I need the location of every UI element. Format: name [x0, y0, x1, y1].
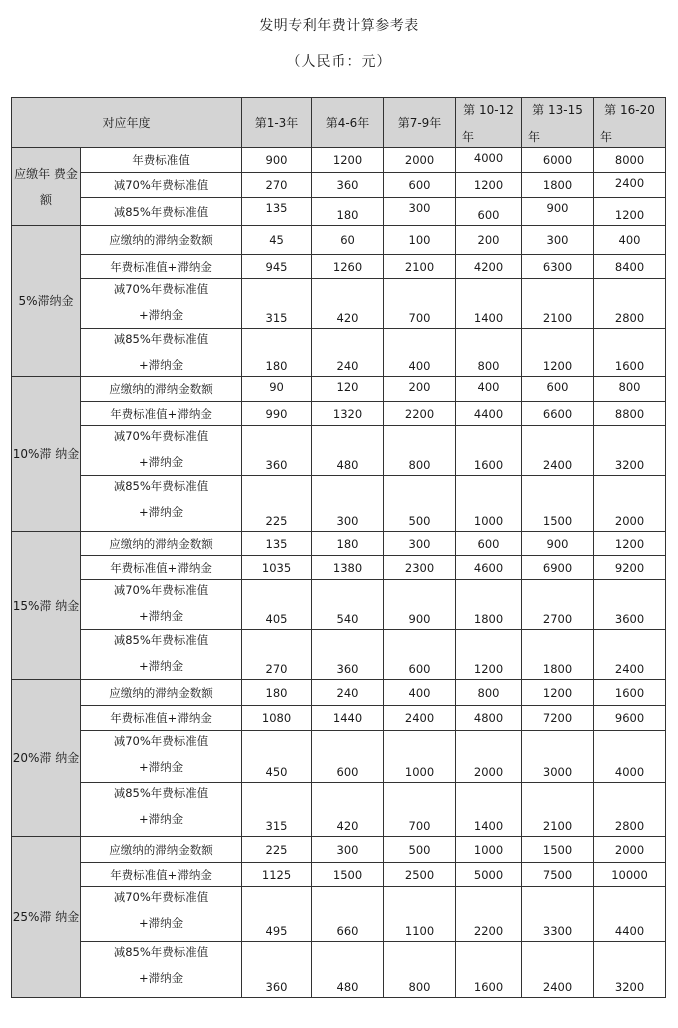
late-fee-15-row [12, 532, 666, 556]
value-cell: 300 [312, 476, 384, 532]
value-cell: 135 [242, 198, 312, 226]
late-fee-5-row [12, 329, 666, 377]
value-cell: 360 [242, 942, 312, 998]
value-cell: 1500 [312, 863, 384, 887]
value-cell: 3600 [594, 580, 666, 630]
value-cell: 240 [312, 329, 384, 377]
value-cell: 2400 [522, 426, 594, 476]
value-cell: 7200 [522, 706, 594, 731]
row-label-cell [81, 863, 242, 887]
late-fee-15-label: 15%滞 纳金 [12, 532, 81, 680]
value-cell: 270 [242, 173, 312, 198]
value-cell: 2400 [384, 706, 456, 731]
value-cell: 225 [242, 837, 312, 863]
row-label-cell [81, 942, 242, 998]
value-cell: 360 [312, 173, 384, 198]
late-fee-20-row [12, 706, 666, 731]
value-cell: 2700 [522, 580, 594, 630]
value-cell: 800 [384, 426, 456, 476]
value-cell: 400 [384, 329, 456, 377]
value-cell: 1320 [312, 402, 384, 426]
value-cell: 1400 [456, 279, 522, 329]
row-label-line1: 减85%年费标准值 [113, 786, 209, 800]
late-fee-10-row [12, 402, 666, 426]
row-label-cell [81, 580, 242, 630]
value-cell: 2300 [384, 556, 456, 580]
late-fee-15-row [12, 630, 666, 680]
value-cell: 405 [242, 580, 312, 630]
value-cell: 4000 [456, 148, 522, 173]
row-label-cell [81, 532, 242, 556]
row-label-line1: 减70%年费标准值 [113, 429, 209, 443]
value-cell: 3300 [522, 887, 594, 942]
late-fee-20-label: 20%滞 纳金 [12, 680, 81, 837]
value-cell: 2000 [456, 731, 522, 783]
late-fee-5-row [12, 279, 666, 329]
annual-fee-table [11, 97, 666, 998]
value-cell: 1200 [456, 630, 522, 680]
value-cell: 1200 [594, 532, 666, 556]
value-cell: 4000 [594, 731, 666, 783]
late-fee-25-label: 25%滞 纳金 [12, 837, 81, 998]
value-cell: 2800 [594, 279, 666, 329]
value-cell: 100 [384, 226, 456, 255]
row-label-cell [81, 476, 242, 532]
value-cell: 1100 [384, 887, 456, 942]
value-cell: 360 [312, 630, 384, 680]
row-label-line2: +滞纳金 [138, 659, 184, 673]
value-cell: 450 [242, 731, 312, 783]
table-header-row [12, 98, 666, 148]
header-period-cell [594, 98, 666, 148]
header-period-label: 第4-6年 [325, 116, 370, 130]
value-cell: 1200 [522, 329, 594, 377]
value-cell: 1200 [522, 680, 594, 706]
value-cell: 7500 [522, 863, 594, 887]
value-cell: 6000 [522, 148, 594, 173]
value-cell: 1200 [456, 173, 522, 198]
value-cell: 2400 [594, 173, 666, 198]
row-label-text: 应缴纳的滞纳金数额 [109, 685, 213, 700]
value-cell: 1200 [594, 198, 666, 226]
value-cell: 990 [242, 402, 312, 426]
late-fee-15-row [12, 580, 666, 630]
value-cell: 2800 [594, 783, 666, 837]
row-label-line2: +滞纳金 [138, 971, 184, 985]
value-cell: 1125 [242, 863, 312, 887]
row-label-cell [81, 680, 242, 706]
value-cell: 180 [312, 532, 384, 556]
row-label-text: 年费标准值+滞纳金 [110, 259, 212, 274]
value-cell: 1380 [312, 556, 384, 580]
row-label-line1: 减85%年费标准值 [113, 479, 209, 493]
header-period-line1: 第 13-15 [532, 103, 583, 117]
value-cell: 2200 [384, 402, 456, 426]
row-label-cell [81, 226, 242, 255]
value-cell: 9600 [594, 706, 666, 731]
row-label-line2: +滞纳金 [138, 308, 184, 322]
value-cell: 420 [312, 279, 384, 329]
row-label-cell [81, 887, 242, 942]
document-title: 发明专利年费计算参考表 [259, 18, 419, 34]
value-cell: 1500 [522, 837, 594, 863]
value-cell: 600 [522, 377, 594, 402]
value-cell: 4400 [456, 402, 522, 426]
value-cell: 495 [242, 887, 312, 942]
row-label-line1: 减85%年费标准值 [113, 633, 209, 647]
row-label-line2: +滞纳金 [138, 358, 184, 372]
value-cell: 400 [594, 226, 666, 255]
row-label-cell [81, 173, 242, 198]
value-cell: 700 [384, 279, 456, 329]
value-cell: 2100 [522, 279, 594, 329]
value-cell: 1400 [456, 783, 522, 837]
value-cell: 660 [312, 887, 384, 942]
value-cell: 800 [594, 377, 666, 402]
row-label-line1: 减70%年费标准值 [113, 734, 209, 748]
value-cell: 240 [312, 680, 384, 706]
value-cell: 300 [384, 532, 456, 556]
header-period-label: 第7-9年 [397, 116, 442, 130]
value-cell: 1800 [522, 630, 594, 680]
value-cell: 60 [312, 226, 384, 255]
header-period-line1: 第 16-20 [604, 103, 655, 117]
value-cell: 900 [242, 148, 312, 173]
value-cell: 8800 [594, 402, 666, 426]
header-period-cell [384, 98, 456, 148]
row-label-text: 减85%年费标准值 [113, 204, 209, 219]
value-cell: 600 [456, 532, 522, 556]
value-cell: 2200 [456, 887, 522, 942]
value-cell: 300 [384, 198, 456, 226]
value-cell: 8400 [594, 255, 666, 279]
row-label-cell [81, 630, 242, 680]
row-label-line2: +滞纳金 [138, 455, 184, 469]
row-label-cell [81, 148, 242, 173]
late-fee-10-label: 10%滞 纳金 [12, 377, 81, 532]
fee-amount-row [12, 148, 666, 173]
fee-amount-label: 应缴年 费金额 [12, 148, 81, 226]
row-label-cell [81, 198, 242, 226]
value-cell: 700 [384, 783, 456, 837]
row-label-line2: +滞纳金 [138, 812, 184, 826]
value-cell: 3200 [594, 942, 666, 998]
value-cell: 1800 [456, 580, 522, 630]
late-fee-25-row [12, 887, 666, 942]
header-corner-cell: 对应年度 [12, 98, 242, 148]
value-cell: 420 [312, 783, 384, 837]
row-label-cell [81, 783, 242, 837]
row-label-text: 应缴纳的滞纳金数额 [109, 536, 213, 551]
value-cell: 1600 [456, 942, 522, 998]
row-label-text: 应缴纳的滞纳金数额 [109, 233, 213, 247]
late-fee-25-row [12, 863, 666, 887]
value-cell: 45 [242, 226, 312, 255]
value-cell: 540 [312, 580, 384, 630]
row-label-text: 年费标准值+滞纳金 [110, 711, 212, 725]
row-label-line1: 减85%年费标准值 [113, 945, 209, 959]
late-fee-15-row [12, 556, 666, 580]
value-cell: 600 [384, 630, 456, 680]
row-label-text: 应缴纳的滞纳金数额 [109, 382, 213, 396]
value-cell: 4200 [456, 255, 522, 279]
row-label-text: 应缴纳的滞纳金数额 [109, 842, 213, 857]
value-cell: 3200 [594, 426, 666, 476]
value-cell: 1440 [312, 706, 384, 731]
row-label-text: 年费标准值+滞纳金 [110, 867, 212, 882]
header-period-cell [456, 98, 522, 148]
late-fee-20-row [12, 783, 666, 837]
value-cell: 4400 [594, 887, 666, 942]
value-cell: 1000 [456, 837, 522, 863]
value-cell: 2400 [522, 942, 594, 998]
late-fee-10-row [12, 426, 666, 476]
value-cell: 6600 [522, 402, 594, 426]
value-cell: 225 [242, 476, 312, 532]
value-cell: 2100 [522, 783, 594, 837]
value-cell: 500 [384, 476, 456, 532]
row-label-cell [81, 329, 242, 377]
row-label-cell [81, 731, 242, 783]
value-cell: 800 [456, 680, 522, 706]
value-cell: 1035 [242, 556, 312, 580]
value-cell: 1500 [522, 476, 594, 532]
value-cell: 10000 [594, 863, 666, 887]
late-fee-5-row [12, 255, 666, 279]
late-fee-10-row [12, 476, 666, 532]
row-label-text: 减70%年费标准值 [113, 178, 209, 192]
value-cell: 500 [384, 837, 456, 863]
value-cell: 2500 [384, 863, 456, 887]
value-cell: 900 [522, 532, 594, 556]
value-cell: 360 [242, 426, 312, 476]
row-label-cell [81, 279, 242, 329]
late-fee-5-label: 5%滞纳金 [12, 226, 81, 377]
value-cell: 600 [456, 198, 522, 226]
row-label-line2: +滞纳金 [138, 505, 184, 519]
late-fee-5-row [12, 226, 666, 255]
document-subtitle: （人民币：元） [286, 54, 392, 70]
header-period-cell [242, 98, 312, 148]
value-cell: 2000 [594, 837, 666, 863]
row-label-text: 年费标准值+滞纳金 [110, 406, 212, 421]
value-cell: 300 [312, 837, 384, 863]
row-label-cell [81, 402, 242, 426]
header-period-cell [522, 98, 594, 148]
row-label-line2: +滞纳金 [138, 609, 184, 623]
fee-amount-row [12, 173, 666, 198]
value-cell: 2000 [594, 476, 666, 532]
value-cell: 600 [312, 731, 384, 783]
row-label-cell [81, 837, 242, 863]
value-cell: 900 [522, 198, 594, 226]
header-period-cell [312, 98, 384, 148]
header-period-line2: 年 [600, 130, 613, 144]
value-cell: 2000 [384, 148, 456, 173]
row-label-text: 年费标准值 [132, 153, 190, 167]
fee-amount-row [12, 198, 666, 226]
value-cell: 270 [242, 630, 312, 680]
value-cell: 8000 [594, 148, 666, 173]
value-cell: 9200 [594, 556, 666, 580]
value-cell: 800 [384, 942, 456, 998]
value-cell: 90 [242, 377, 312, 402]
value-cell: 3000 [522, 731, 594, 783]
row-label-line1: 减70%年费标准值 [113, 890, 209, 904]
value-cell: 945 [242, 255, 312, 279]
value-cell: 1600 [594, 329, 666, 377]
value-cell: 600 [384, 173, 456, 198]
value-cell: 5000 [456, 863, 522, 887]
value-cell: 180 [242, 329, 312, 377]
row-label-line2: +滞纳金 [138, 760, 184, 774]
value-cell: 2100 [384, 255, 456, 279]
value-cell: 315 [242, 279, 312, 329]
value-cell: 1080 [242, 706, 312, 731]
late-fee-20-row [12, 731, 666, 783]
row-label-cell [81, 556, 242, 580]
row-label-line2: +滞纳金 [138, 916, 184, 930]
row-label-cell [81, 426, 242, 476]
value-cell: 4800 [456, 706, 522, 731]
value-cell: 480 [312, 942, 384, 998]
header-period-line2: 年 [528, 130, 541, 144]
row-label-cell [81, 377, 242, 402]
row-label-cell [81, 706, 242, 731]
value-cell: 180 [242, 680, 312, 706]
value-cell: 1600 [456, 426, 522, 476]
value-cell: 400 [384, 680, 456, 706]
row-label-line1: 减70%年费标准值 [113, 583, 209, 597]
late-fee-20-row [12, 680, 666, 706]
header-period-line2: 年 [462, 130, 475, 144]
value-cell: 1800 [522, 173, 594, 198]
value-cell: 200 [384, 377, 456, 402]
value-cell: 400 [456, 377, 522, 402]
value-cell: 1600 [594, 680, 666, 706]
value-cell: 1000 [456, 476, 522, 532]
value-cell: 315 [242, 783, 312, 837]
value-cell: 135 [242, 532, 312, 556]
header-period-line1: 第 10-12 [463, 103, 514, 117]
value-cell: 1260 [312, 255, 384, 279]
header-period-label: 第1-3年 [254, 116, 299, 130]
value-cell: 1000 [384, 731, 456, 783]
row-label-line1: 减85%年费标准值 [113, 332, 209, 346]
value-cell: 180 [312, 198, 384, 226]
value-cell: 200 [456, 226, 522, 255]
late-fee-25-row [12, 837, 666, 863]
value-cell: 4600 [456, 556, 522, 580]
row-label-text: 年费标准值+滞纳金 [110, 560, 212, 575]
value-cell: 300 [522, 226, 594, 255]
late-fee-10-row [12, 377, 666, 402]
value-cell: 480 [312, 426, 384, 476]
late-fee-25-row [12, 942, 666, 998]
value-cell: 900 [384, 580, 456, 630]
value-cell: 120 [312, 377, 384, 402]
value-cell: 2400 [594, 630, 666, 680]
value-cell: 6300 [522, 255, 594, 279]
row-label-line1: 减70%年费标准值 [113, 282, 209, 296]
value-cell: 800 [456, 329, 522, 377]
value-cell: 6900 [522, 556, 594, 580]
row-label-cell [81, 255, 242, 279]
value-cell: 1200 [312, 148, 384, 173]
